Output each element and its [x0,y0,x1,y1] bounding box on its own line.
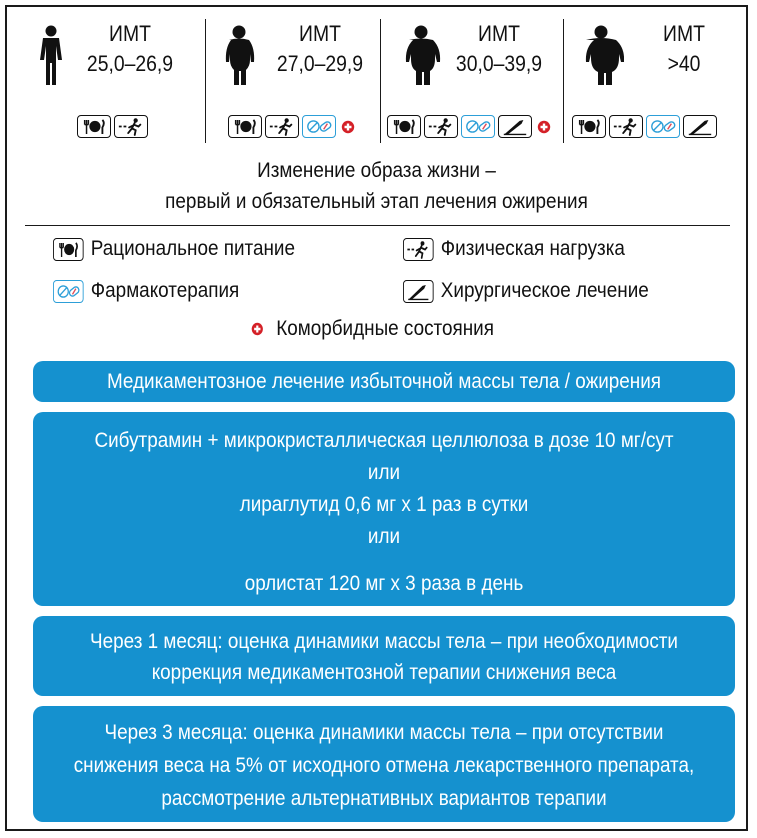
nutrition-icon [228,115,262,138]
exercise-icon [114,115,148,138]
drug-option-sibutramine: Сибутрамин + микрокристаллическая целлюлоза в дозе 10 мг/сут [94,429,674,452]
bmi-column-obese [381,15,561,143]
bmi-column-morbid-obese [564,15,746,143]
legend-label: Фармакотерапия [90,279,240,302]
bmi-range: >40 [667,51,701,76]
bmi-range: 30,0–39,9 [455,51,543,76]
exercise-icon [403,238,434,261]
legend-label: Хирургическое лечение [440,279,649,302]
surgery-icon [403,280,434,303]
bmi-label: ИМТ [109,21,151,46]
drug-option-orlistat: орлистат 120 мг x 3 раза в день [244,572,524,595]
legend-label: Физическая нагрузка [440,237,625,260]
legend-item-exercise [403,237,625,261]
morbidly-obese-person-icon [578,25,624,85]
overweight-person-icon [222,25,256,85]
comorbid-icon [251,322,264,336]
pharmacotherapy-icon [646,115,680,138]
bmi-range: 27,0–29,9 [276,51,364,76]
nutrition-icon [77,115,111,138]
bmi-range: 25,0–26,9 [86,51,174,76]
one-month-review-box [33,616,735,696]
legend-label: Коморбидные состояния [276,317,494,340]
comorbid-icon [537,120,551,134]
nutrition-icon [572,115,606,138]
bmi-label: ИМТ [478,21,520,46]
legend-item-comorbid [251,317,494,341]
bmi-column-preobese [206,15,382,143]
slim-person-icon [37,25,65,87]
lifestyle-note [44,155,709,217]
bmi-column-overweight [7,15,187,143]
bmi-label: ИМТ [663,21,705,46]
box-text-line: коррекция медикаментозной терапии снижения веса [151,661,617,684]
drug-treatment-header [33,361,735,402]
exercise-icon [609,115,643,138]
legend-item-nutrition [53,237,295,261]
box-text-line: снижения веса на 5% от исходного отмена лекарственного препарата, [73,754,695,777]
exercise-icon [424,115,458,138]
three-month-review-box [33,706,735,822]
lifestyle-line-2: первый и обязательный этап лечения ожирения [165,190,588,213]
diagram-frame [5,5,748,831]
pharmacotherapy-icon [461,115,495,138]
pharmacotherapy-icon [53,280,84,303]
lifestyle-line-1: Изменение образа жизни – [257,159,496,182]
legend-item-surgery [403,279,649,303]
pharmacotherapy-icon [302,115,336,138]
surgery-icon [498,115,532,138]
nutrition-icon [387,115,421,138]
drug-options-box [33,412,735,606]
drug-option-liraglutide: лираглутид 0,6 мг x 1 раз в сутки [239,493,529,516]
legend-item-pharmacotherapy [53,279,239,303]
obese-person-icon [401,25,441,85]
comorbid-icon [341,120,355,134]
box-text: Медикаментозное лечение избыточной массы тела / ожирения [106,370,662,393]
surgery-icon [683,115,717,138]
or-connector: или [367,525,401,548]
exercise-icon [265,115,299,138]
or-connector: или [367,461,401,484]
box-text-line: Через 1 месяц: оценка динамики массы тела – при необходимости [89,630,679,653]
section-divider [25,225,730,226]
box-text-line: рассмотрение альтернативных вариантов терапии [161,787,607,810]
bmi-categories-row [7,7,746,147]
nutrition-icon [53,238,84,261]
box-text-line: Через 3 месяца: оценка динамики массы тела – при отсутствии [104,721,664,744]
bmi-label: ИМТ [299,21,341,46]
legend-label: Рациональное питание [90,237,295,260]
